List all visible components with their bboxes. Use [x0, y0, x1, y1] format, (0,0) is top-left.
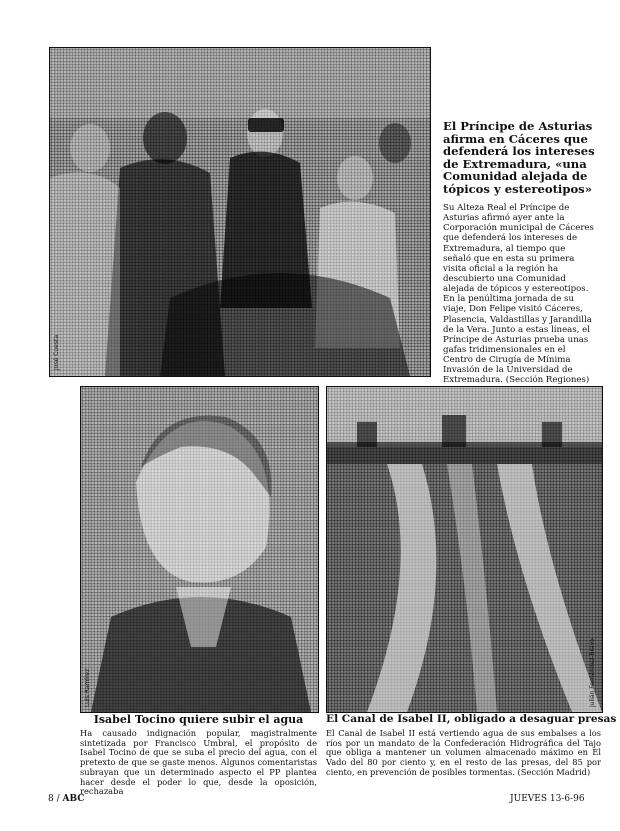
tocino-photo-credit: Luis Ramírez [84, 668, 91, 707]
top-story-body: Su Alteza Real el Príncipe de Asturias afirmó ayer ante la Corporación municipal de Cáceres que defenderá los intereses de Extremadura, al tiempo que señaló que en esta su primera visita oficial a la región ha descubierto una Comunidad alejada de tópicos y estereotipos. En la penúltima jornada de su viaje, Don Felipe visitó Cáceres, Plasencia, Valdastillas y Jarandilla de la Vera. Junto a estas líneas, el Príncipe de Asturias prueba unas gafas tridimensionales en el Centro de Cirugía de Mínima Invasión de la Universidad de Extremadura. (Sección Regiones) [443, 203, 594, 386]
tocino-photo [80, 386, 319, 713]
left-story-headline: Isabel Tocino quiere subir el agua [93, 713, 304, 726]
dam-photo-credit: Julián Fernández-Bravo [589, 638, 596, 707]
prince-photo [49, 47, 431, 377]
tocino-photo-figure [81, 387, 318, 712]
publication-name: ABC [62, 794, 85, 804]
right-story-headline: El Canal de Isabel II, obligado a desaguar presas [326, 713, 617, 725]
dam-photo [326, 386, 603, 713]
footer-separator: / [53, 794, 63, 804]
prince-photo-credit: José Cuesta [53, 334, 60, 370]
right-story-body: El Canal de Isabel II está vertiendo agua de sus embalses a los ríos por un mandato de la Confederación Hidrográfica del Tajo que obliga a mantener un volumen almacenado máximo en El Vado del 80 por ciento y, en el resto de las presas, del 85 por ciento, en prevención de posibles tormentas. (Sección Madrid) [326, 728, 601, 777]
page-footer-left [48, 794, 84, 804]
top-story-headline: El Príncipe de Asturias afirma en Cáceres que defenderá los intereses de Extremadura, «una Comunidad alejada de tópicos y estereotipos» [443, 119, 595, 196]
issue-date: JUEVES 13-6-96 [510, 794, 585, 804]
left-story-body: Ha causado indignación popular, magistralmente sintetizada por Francisco Umbral, el propósito de Isabel Tocino de que se suba el precio del agua, con el pretexto de que se gaste menos. Algunos comentaristas subrayan que un determinado aspecto el PP plantea hacer desde el poder lo que, desde la oposición, rechazaba [80, 728, 317, 797]
page-number: 8 [48, 794, 54, 804]
prince-photo-figures [50, 48, 430, 376]
dam-photo-scene [327, 387, 602, 712]
